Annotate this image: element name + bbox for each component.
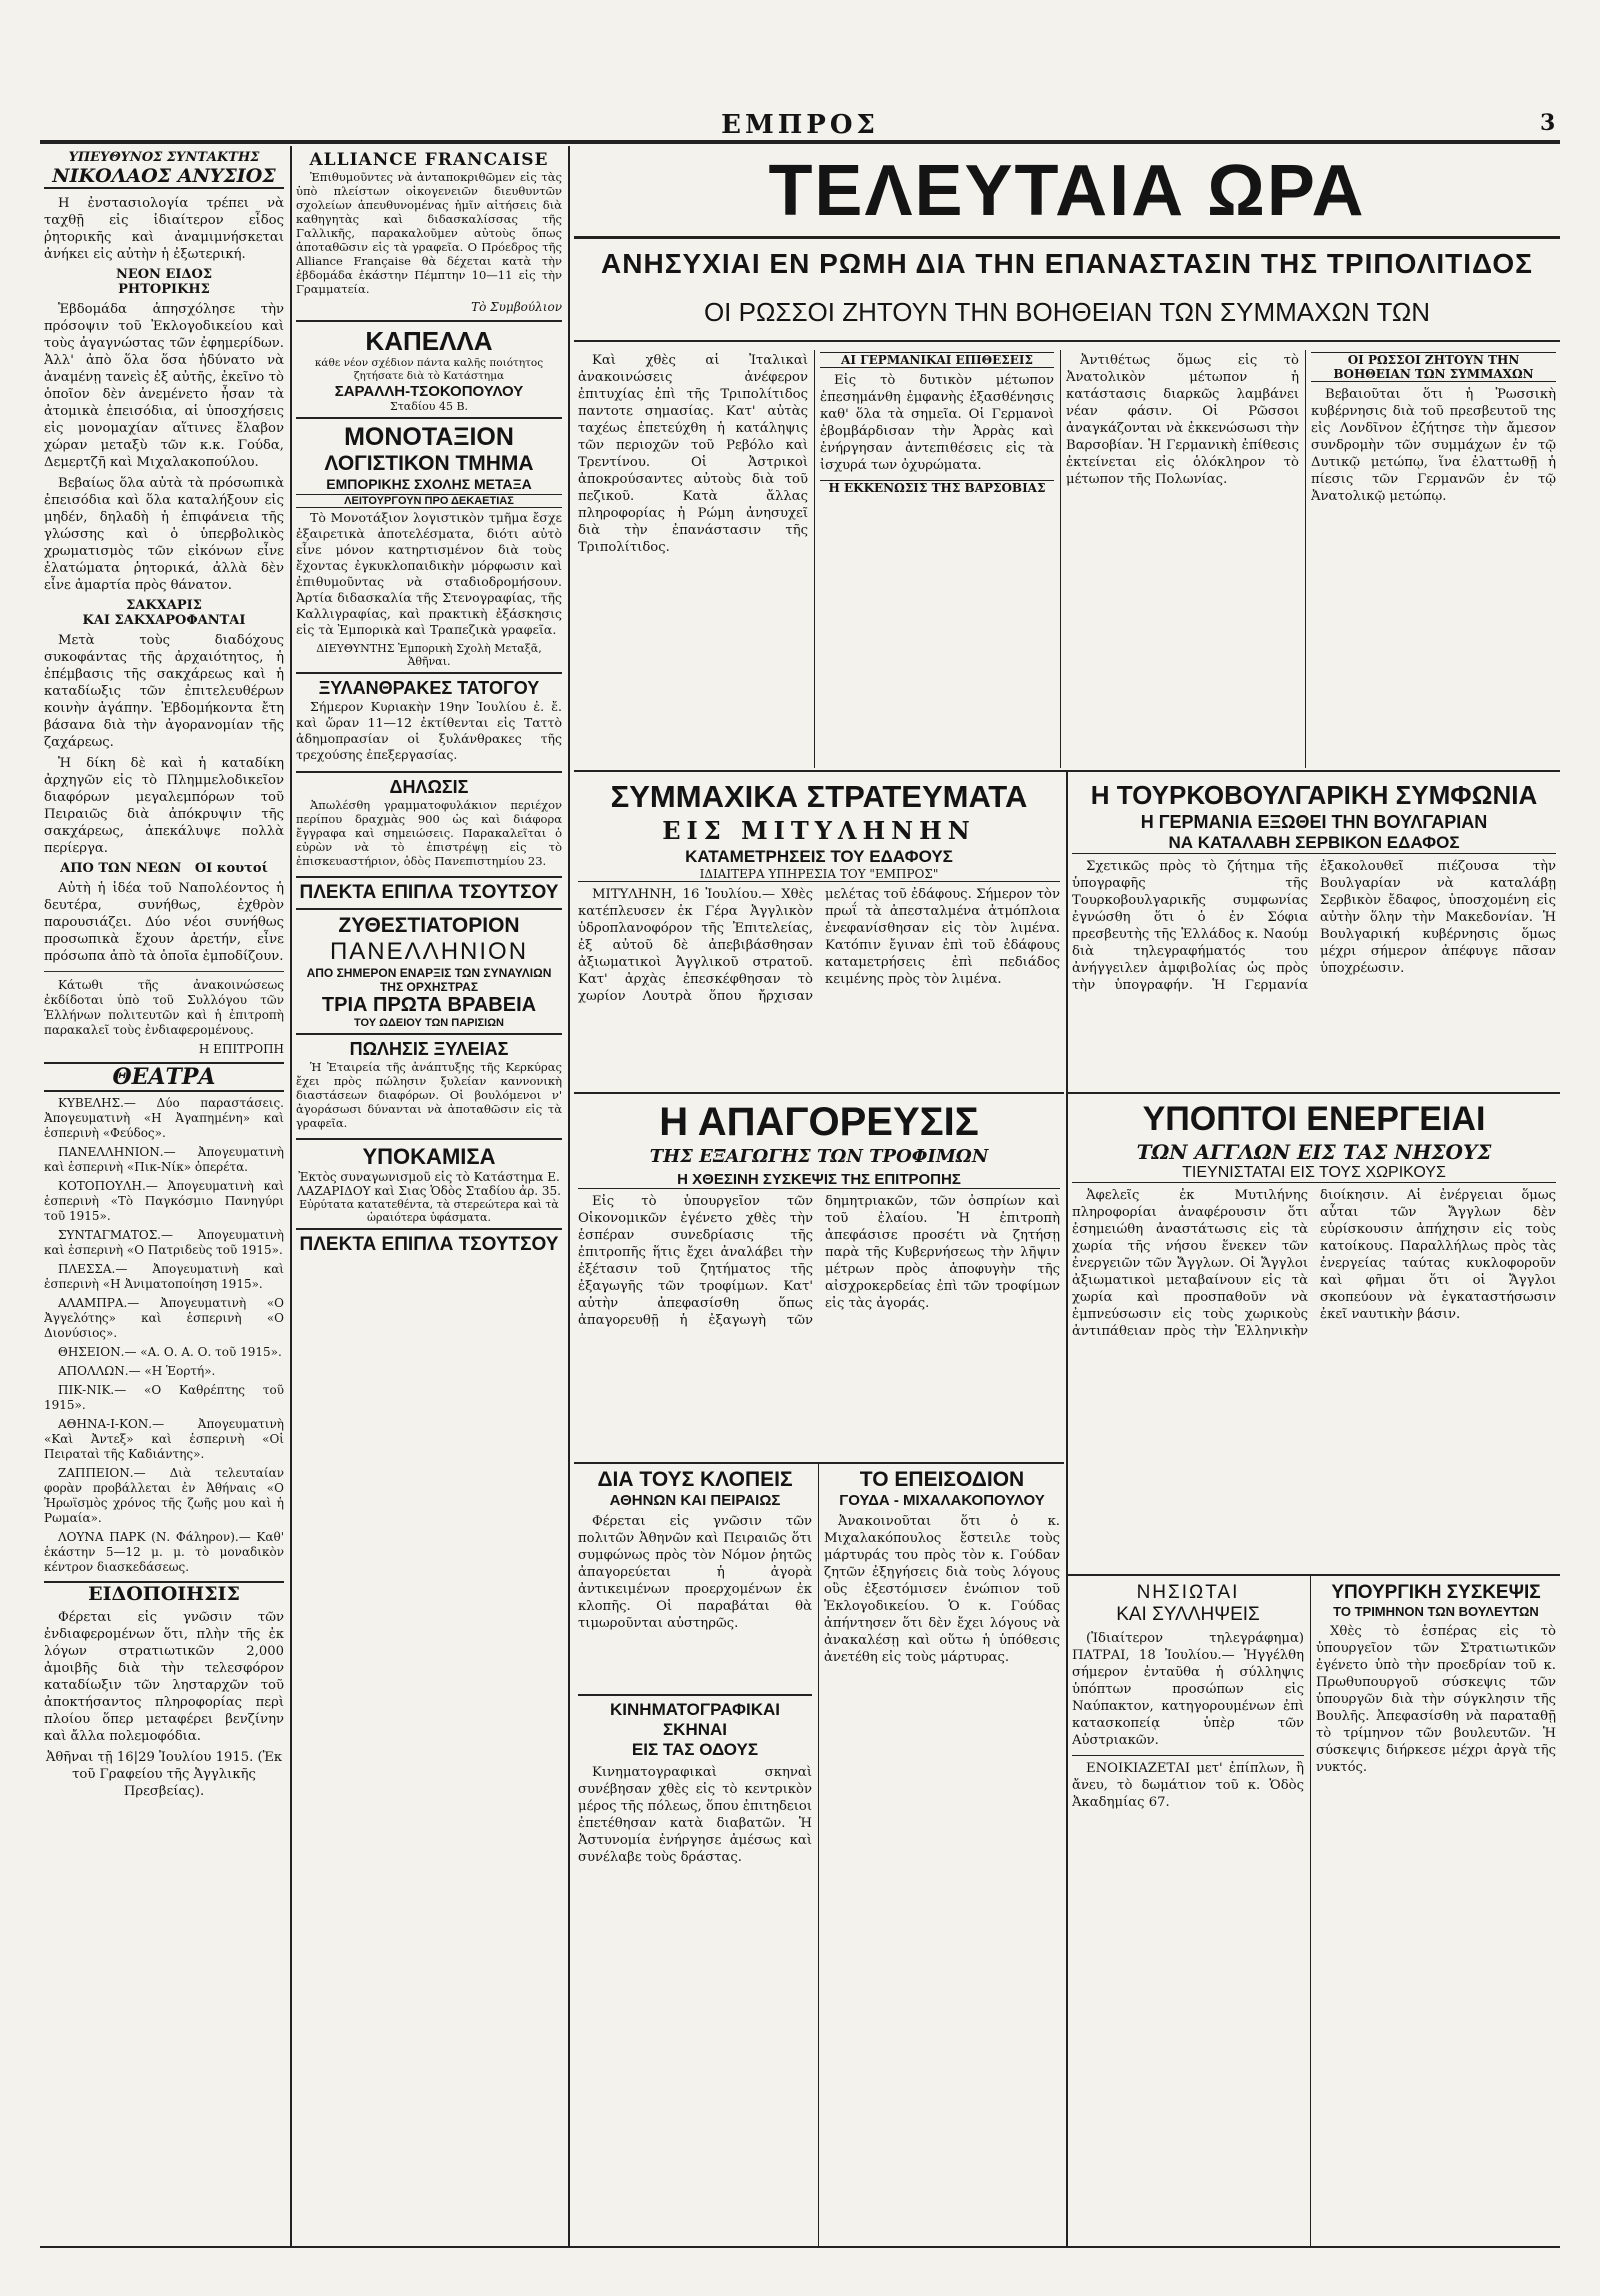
- bottom-rule: [40, 2246, 1560, 2248]
- apagorefsis-sub: ΤΗΣ ΕΞΑΓΩΓΗΣ ΤΩΝ ΤΡΟΦΙΜΩΝ: [649, 1146, 989, 1167]
- kinimatografoi-sub: ΕΙΣ ΤΑΣ ΟΔΟΥΣ: [631, 1740, 759, 1759]
- logistiko-signature: ΔΙΕΥΘΥΝΤΗΣ Ἐμπορικὴ Σχολὴ Μεταξᾶ, Ἀθῆναι.: [316, 642, 542, 668]
- left-column: [44, 150, 284, 2246]
- syskepsis-title: ΥΠΟΥΡΓΙΚΗ ΣΥΣΚΕΨΙΣ: [1331, 1582, 1541, 1603]
- top-rule-3: [1305, 350, 1306, 768]
- headline-sub1: ΑΝΗΣΥΧΙΑΙ ΕΝ ΡΩΜΗ ΔΙΑ ΤΗΝ ΕΠΑΝΑΣΤΑΣΙΝ ΤΗΣ ΤΡΙΠΟΛΙΤΙΔΟΣ: [601, 248, 1533, 279]
- epeisodion-article: [824, 1468, 1060, 2246]
- ypoptoi-sub2: ΤΙΕΥΝΙΣΤΑΤΑΙ ΕΙΣ ΤΟΥΣ ΧΩΡΙΚΟΥΣ: [1072, 1164, 1556, 1183]
- ypoptoi-article: [1072, 1098, 1556, 1568]
- allies-title: ΟΙ ΡΩΣΣΟΙ ΖΗΤΟΥΝ ΤΗΝ ΒΟΗΘΕΙΑΝ ΤΩΝ ΣΥΜΜΑΧΩΝ: [1311, 352, 1556, 382]
- mytilini-text: ΜΙΤΥΛΗΝΗ, 16 Ἰουλίου.— Χθὲς κατέπλευσεν ἐκ Γέρα Ἀγγλικὸν ὑδροπλανοφόρον τῆς Ἐπιτελείας, ἐξ αὐτοῦ δὲ ἀπεβιβάσθησαν ἀξιωματικοὶ Ἀγγλικοῦ στρατοῦ. Κατ' ἀρχὰς ἐπεσκέφθησαν τὸ χωρίον Λουτρὰ ὅπου ἤρχισαν μελέτας τοῦ ἐδάφους. Σήμερον τὸν πρωΐ τὰ ἀπεσταλμένα ἀτμόπλοια ἐνεφανίσθησαν εἰς τὸν λιμένα. Κατόπιν ἔγιναν ἐπὶ τοῦ ἐδάφους καταμετρήσεις ἐπὶ πεδιάδος κειμένης πρὸς τὸν λιμένα.: [578, 887, 1060, 1004]
- lower-right-rule: [1068, 1574, 1560, 1576]
- bulgaria-article: [1072, 778, 1556, 1088]
- ad-logistiko: [296, 417, 562, 672]
- top-rule-2: [1060, 350, 1061, 768]
- allies-article: [1311, 352, 1556, 766]
- panellinion-line-5: ΤΟΥ ΩΔΕΙΟΥ ΤΩΝ ΠΑΡΙΣΙΩΝ: [354, 1017, 504, 1029]
- panellinion-line-3: ΑΠΟ ΣΗΜΕΡΟΝ ΕΝΑΡΞΙΣ ΤΩΝ ΣΥΝΑΥΛΙΩΝ ΤΗΣ ΟΡΧΗΣΤΡΑΣ: [306, 966, 552, 994]
- apagorefsis-article: [578, 1098, 1060, 1458]
- kinimatografoi-text: Κινηματογραφικαὶ σκηναὶ συνέβησαν χθὲς εἰς τὸ κεντρικὸν μέρος τῆς πόλεως, ὅπου ἐπιτηδειοι ἐπετέθησαν κατὰ διαβατῶν. Ἡ Ἀστυνομία ἐνήργησε ἀμέσως καὶ συνέλαβε τοὺς δράστας.: [578, 1765, 812, 1865]
- theatre-listing: ΠΑΝΕΛΛΗΝΙΟΝ.— Ἀπογευματινὴ καὶ ἑσπερινὴ «Πικ-Νίκ» ὀπερέτα.: [44, 1145, 284, 1174]
- poliseis-title: ΠΩΛΗΣΙΣ ΞΥΛΕΙΑΣ: [349, 1039, 509, 1059]
- theatre-listing: ΠΙΚ-ΝΙΚ.— «Ο Καθρέπτης τοῦ 1915».: [44, 1383, 284, 1412]
- eidopoiisis-title: ΕΙΔΟΠΟΙΗΣΙΣ: [44, 1581, 284, 1605]
- bulgaria-title: Η ΤΟΥΡΚΟΒΟΥΛΓΑΡΙΚΗ ΣΥΜΦΩΝΙΑ: [1090, 780, 1538, 810]
- diatous-title: ΔΙΑ ΤΟΥΣ ΚΛΟΠΕΙΣ: [597, 1468, 793, 1491]
- section-apo-neon: ΑΠΟ ΤΩΝ ΝΕΩΝ ΟΙ κουτοί: [60, 861, 268, 876]
- logistiko-text: Τὸ Μονοτάξιον λογιστικὸν τμῆμα ἔσχε ἐξαιρετικὰ ἀποτελέσματα, διότι αὐτὸ εἶνε μόνον κατηρτισμένον διὰ τοὺς ἔχοντας ἐγκυκλοπαιδικὴν μόρφωσιν καὶ ἐπιθυμοῦντας νὰ σταδιοδρομήσουν. Ἀρτία διδασκαλία τῆς Στενογραφίας, τῆς Καλλιγραφίας, καὶ πρακτικὴ ἐξάσκησις εἰς τὰ Ἐμπορικὰ καὶ Τραπεζικὰ γραφεῖα.: [296, 510, 562, 637]
- kapella-shop: ΣΑΡΑΛΛΗ-ΤΣΟΚΟΠΟΥΛΟΥ: [334, 383, 524, 400]
- top-rule-1: [814, 350, 815, 768]
- theatre-listing: ΖΑΠΠΕΙΟΝ.— Διὰ τελευταίαν φορὰν προβάλλεται ἐν Ἀθήναις «Ο Ἠρωϊσμὸς χρόνος τῆς ζωῆς μου καὶ ἡ Ρωμαία».: [44, 1466, 284, 1525]
- ad-dilosis: [296, 771, 562, 876]
- theatre-listing: ΠΛΕΣΣΑ.— Ἀπογευματινὴ καὶ ἑσπερινὴ «Η Ἀνιματοποίηση 1915».: [44, 1262, 284, 1291]
- apagorefsis-title: Η ΑΠΑΓΟΡΕΥΣΙΣ: [659, 1100, 979, 1144]
- logistiko-line-3: ΕΜΠΟΡΙΚΗΣ ΣΧΟΛΗΣ ΜΕΤΑΞΑ: [326, 476, 532, 492]
- body-text-1: Ἑβδομάδα ἀπησχόλησε τὴν πρόσοψιν τοῦ Ἐκλογοδικείου καὶ τοὺς ἀγαγνώστας τῶν ἐφημερίδων. Ἀλλ' ἀπὸ ὅλα ὅσα ἠδύνατο νὰ ἀναμένῃ τανεὶς ἐξ αὐτῆς, ἐκεῖνο τὸ ὁποῖον δὲν ἀνεμένετο ἦσαν τὰ ἀτομικὰ ἐπεισόδια, αἱ ὑποσχήσεις εἰς μονομαχίαν αἵτινες ἔλαβον χώραν μεταξὺ τῶν κ.κ. Γούδα, Δεμερτζῆ καὶ Μιχαλακοπούλου.: [44, 302, 284, 470]
- nisiotes-text: (Ἰδιαίτερον τηλεγράφημα) ΠΑΤΡΑΙ, 18 Ἰουλίου.— Ἠγγέλθη σήμερον ἐνταῦθα ἡ σύλληψις ὑπόπτων προσώπων εἰς Ναύπακτον, κατηγορουμένων ἐπὶ κατασκοπείᾳ ὑπὲρ τῶν Αὐστριακῶν.: [1072, 1631, 1304, 1748]
- theatre-listing: ΣΥΝΤΑΓΜΑΤΟΣ.— Ἀπογευματινὴ καὶ ἑσπερινὴ «Ο Πατριδεὺς τοῦ 1915».: [44, 1228, 284, 1257]
- nisiotes-title: ΝΗΣΙΩΤΑΙ: [1136, 1582, 1240, 1603]
- alliance-text: Ἐπιθυμοῦντες νὰ ἀνταποκριθῶμεν εἰς τὰς ὑπὸ πλείστων οἰκογενειῶν διευθυντῶν σχολείων ἀπευθυνομένας ἡμῖν αἰτήσεις διὰ καθηγητὰς καὶ διδασκαλίσσας τῆς Γαλλικῆς, παρακαλοῦμεν αὐτοὺς ὅπως ἀποταθῶσιν εἰς τὰ γραφεῖα. Ο Πρόεδρος τῆς Alliance Française θὰ δέχεται κατὰ τὴν ἑβδομάδα ἐκάστην Πέμπτην 10—11 εἰς τὴν Γραμματεία.: [296, 170, 562, 296]
- poliseis-text: Ἡ Ἐταιρεία τῆς ἀνάπτυξης τῆς Κερκύρας ἔχει πρὸς πώλησιν ξυλείαν καννονικὴ διαστάσεων διαφόρων. Οἱ βουλόμενοι ν' ἀγοράσωσι δύνανται νὰ ἀποταθῶσιν εἰς τὰ γραφεῖα.: [296, 1060, 562, 1130]
- ypoptoi-text: Ἀφελεῖς ἐκ Μυτιλήνης πληροφορίαι ἀναφέρουσιν ὅτι ἐσημειώθη ἀναστάτωσις εἰς τὰ χωρία τῆς νήσου ἕνεκεν τῶν ἐνεργειῶν τῶν Ἄγγλων. Οἱ Ἄγγλοι ἀξιωματικοὶ μεταβαίνουν εἰς τὰ χωρία καὶ προσπαθοῦν νὰ ἐμπνεύσωσιν εἰς τοὺς χωρικοὺς ἀντιπάθειαν πρὸς τὴν Ἑλληνικὴν διοίκησιν. Αἱ ἐνέργειαι ὅμως αὗται τῶν Ἄγγλων δὲν εὑρίσκουσιν ἀπήχησιν εἰς τοὺς κατοίκους. Παραλλήλως πρὸς τὰς ἐνεργείας ταύτας κυκλοφοροῦν καὶ φῆμαι ὅτι οἱ Ἄγγλοι σκοπεύουν νὰ ἐγκαταστήσωσιν ἐκεῖ ναυτικὴν βάσιν.: [1072, 1188, 1556, 1339]
- col-rule-1: [290, 146, 292, 2246]
- epeisodion-sub: ΓΟΥΔΑ - ΜΙΧΑΛΑΚΟΠΟΥΛΟΥ: [839, 1492, 1045, 1509]
- ypoptoi-sub: ΤΩΝ ΑΓΓΛΩΝ ΕΙΣ ΤΑΣ ΝΗΣΟΥΣ: [1136, 1140, 1492, 1164]
- bulgaria-body: [1072, 858, 1556, 994]
- mytilini-body: [578, 886, 1060, 1005]
- theatre-listing: ΑΘΗΝΑ-Ι-ΚΟΝ.— Ἀπογευματινὴ «Καὶ Ἀντεξ» καὶ ἑσπερινὴ «Οἱ Πειραταὶ τῆς Καδιάντης».: [44, 1417, 284, 1461]
- masthead-rule: [40, 140, 1560, 144]
- col-rule-2: [568, 146, 570, 2246]
- ypokamisa-sub: Εὐρύτατα κατατεθέντα, τὰ στερεώτερα καὶ τὰ ὡραιότερα ὑφάσματα.: [299, 1198, 559, 1224]
- allies-text: Βεβαιοῦται ὅτι ἡ Ῥωσσικὴ κυβέρνησις διὰ τοῦ πρεσβευτοῦ της εἰς Λονδῖνον ἐζήτησε τὴν ἄμεσον συνδρομὴν τῶν συμμάχων ἐν τῷ Δυτικῷ μετώπῳ, ἵνα ἐλαττωθῇ ἡ πίεσις τῶν Γερμανῶν ἐν τῷ Ἀνατολικῷ μετώπῳ.: [1311, 387, 1556, 504]
- theatra-title: ΘΕΑΤΡΑ: [44, 1062, 284, 1092]
- logistiko-line-2: ΛΟΓΙΣΤΙΚΟΝ ΤΜΗΜΑ: [324, 452, 534, 475]
- syskepsis-text: Χθὲς τὸ ἑσπέρας εἰς τὸ ὑπουργεῖον τῶν Στρατιωτικῶν ἐγένετο ὑπὸ τὴν προεδρίαν τοῦ κ. Πρωθυπουργοῦ σύσκεψις τῶν ὑπουργῶν διὰ τὴν σύγκλησιν τῆς Βουλῆς. Ἀπεφασίσθη νὰ παραταθῇ τὸ τρίμηνον τῶν βουλευτῶν. Ἡ σύσκεψις διήρκεσε μέχρι ἀργὰ τῆς νυκτός.: [1316, 1624, 1556, 1775]
- ad-poliseis: [296, 1033, 562, 1138]
- masthead-title: ΕΜΠΡΟΣ: [721, 110, 879, 140]
- ad-tatto: [296, 672, 562, 771]
- mytilini-title2: ΕΙΣ ΜΙΤΥΛΗΝΗΝ: [662, 816, 976, 845]
- body-text-5: Αὐτὴ ἡ ἰδέα τοῦ Ναπολέοντος ἡ δευτέρα, συνήθως, ἐχθρὸν παρουσιάζει. Δύο νέοι συνήθως προσωπικὰ ἔχουν ἀρετήν, εἶνε πρόσωπα ἀπὸ τὰ ὁποῖα ἐμποδίζουν.: [44, 881, 284, 964]
- warsaw-article: [1066, 352, 1299, 766]
- lower-center-col-rule: [818, 1464, 819, 2246]
- kapella-addr: Σταδίου 45 Β.: [389, 400, 469, 413]
- nisiotes-sub: ΚΑΙ ΣΥΛΛΗΨΕΙΣ: [1116, 1604, 1260, 1625]
- lower-center-rule: [574, 1462, 1064, 1464]
- ad-ypokamisa: [296, 1138, 562, 1228]
- ypoptoi-title: ΥΠΟΠΤΟΙ ΕΝΕΡΓΕΙΑΙ: [1142, 1100, 1486, 1138]
- eidopoiisis-signature: Ἀθῆναι τῇ 16|29 Ἰουλίου 1915. (Ἐκ τοῦ Γραφείου τῆς Ἀγγλικῆς Πρεσβείας).: [45, 1750, 283, 1799]
- rome-text: Καὶ χθὲς αἱ Ἰταλικαὶ ἀνακοινώσεις ἀνέφερον ἐπιτυχίας ἐπὶ τῆς Τριπολίτιδος παντοτε σημασίας. Κατ' αὐτὰς ταχέως ἐπετεύχθη ἡ κατάληψις τῶν περιοχῶν τοῦ Ρεβόλο καὶ Τρεντίνου. Οἱ Ἀστρικοὶ ἀποκρούσαντες αὐτοὺς διὰ τοῦ πεζικοῦ. Κατὰ ἄλλας πληροφορίας ἡ Ρώμη ἀνησυχεῖ διὰ τὴν ἐπανάστασιν τῆς Τριπολίτιδος.: [578, 353, 808, 555]
- theatre-listing: ΘΗΣΕΙΟΝ.— «Α. Ο. Α. Ο. τοῦ 1915».: [58, 1345, 282, 1359]
- kinimatografoi-title: ΚΙΝΗΜΑΤΟΓΡΑΦΙΚΑΙ ΣΚΗΝΑΙ: [578, 1694, 812, 1740]
- diatous-sub: ΑΘΗΝΩΝ ΚΑΙ ΠΕΙΡΑΙΩΣ: [609, 1492, 781, 1509]
- ypoptoi-body: [1072, 1187, 1556, 1340]
- headline-block: [574, 150, 1560, 360]
- ypokamisa-text: Ἐκτὸς συναγωνισμοῦ εἰς τὸ Κατάστημα Ε. ΛΑΖΑΡΙΔΟΥ καὶ Σιας Ὁδὸς Σταδίου ἀρ. 35.: [297, 1170, 561, 1198]
- warsaw-text: Ἀντιθέτως ὅμως εἰς τὸ Ἀνατολικὸν μέτωπον ἡ κατάστασις διαρκῶς λαμβάνει νέαν φάσιν. Οἱ Ρῶσσοι ἀναγκάζονται νὰ ἐκκενώσωσι τὴν Βαρσοβίαν. Ἡ Γερμανικὴ ἐπίθεσις ἐκτείνεται εἰς ὁλόκληρον τὸ μέτωπον τῆς Πολωνίας.: [1066, 353, 1299, 487]
- alliance-title: ALLIANCE FRANCAISE: [309, 150, 549, 170]
- eidopoiisis-text: Φέρεται εἰς γνῶσιν τῶν ἐνδιαφερομένων ὅτι, πλὴν τῆς ἐκ λόγων στρατιωτικῶν 2,000 ἀμοιβῆς διὰ τὴν τελεσφόρον καταδίωξιν τῶν λησταρχῶν τοῦ ἀποκτήσαντος πληροφορίας περὶ πλοίου ὅπερ μεταφέρει βενζίνην καὶ ἄλλα πολεμοφόδια.: [44, 1610, 284, 1744]
- ypokamisa-title: ΥΠΟΚΑΜΙΣΑ: [362, 1144, 496, 1169]
- germans-title: ΑΙ ΓΕΡΜΑΝΙΚΑΙ ΕΠΙΘΕΣΕΙΣ: [820, 352, 1054, 368]
- syskepsis-article: [1316, 1582, 1556, 2246]
- apagorefsis-text: Εἰς τὸ ὑπουργεῖον τῶν Οἰκονομικῶν ἐγένετο χθὲς τὴν ἑσπέραν συνεδρίασις τῆς ἐπιτροπῆς ἥτις ἔχει ἀναλάβει τὴν ἐξέτασιν τοῦ ζητήματος τῆς ἐξαγωγῆς τῶν τροφίμων. Κατ' αὐτὴν ἀπεφασίσθη ὅπως ἀπαγορευθῇ ἡ ἐξαγωγὴ τῶν δημητριακῶν, τῶν ὀσπρίων καὶ τοῦ ἐλαίου. Ἡ ἐπιτροπὴ ἀπεφάσισε προσέτι νὰ ζητήσῃ παρὰ τῆς Κυβερνήσεως τὴν λῆψιν μέτρων πρὸς ἀποφυγὴν τῆς αἰσχροκερδείας ἐπὶ τῶν τροφίμων εἰς τὰς ἀγοράς.: [578, 1194, 1060, 1328]
- tsoutsou-2-title: ΠΛΕΚΤΑ ΕΠΙΠΛΑ ΤΣΟΥΤΣΟΥ: [299, 1234, 559, 1255]
- panellinion-line-4: ΤΡΙΑ ΠΡΩΤΑ ΒΡΑΒΕΙΑ: [321, 994, 537, 1016]
- nisiotes-notice: ΕΝΟΙΚΙΑΖΕΤΑΙ μετ' ἐπίπλων, ἢ ἄνευ, τὸ δωμάτιον τοῦ κ. Ὁδὸς Ἀκαδημίας 67.: [1072, 1755, 1304, 1811]
- theatre-listing: ΚΟΤΟΠΟΥΛΗ.— Ἀπογευματινὴ καὶ ἑσπερινὴ «Τὸ Παγκόσμιο Πανηγύρι τοῦ 1915».: [44, 1179, 284, 1223]
- ad-tsoutsou-1: [296, 876, 562, 908]
- notice-text: Κάτωθι τῆς ἀνακοινώσεως ἐκδίδοται ὑπὸ τοῦ Συλλόγου τῶν Ἑλλήνων πολιτευτῶν καὶ ἡ ἐπιτροπὴ παρακαλεῖ τοὺς ἐνδιαφερομένους.: [44, 978, 284, 1037]
- warsaw-title: Η ΕΚΚΕΝΩΣΙΣ ΤΗΣ ΒΑΡΣΟΒΙΑΣ: [820, 480, 1054, 495]
- nisiotes-article: [1072, 1582, 1304, 2246]
- headline-sub2: ΟΙ ΡΩΣΣΟΙ ΖΗΤΟΥΝ ΤΗΝ ΒΟΗΘΕΙΑΝ ΤΩΝ ΣΥΜΜΑΧΩΝ ΤΩΝ: [703, 297, 1431, 327]
- theatra-list: [44, 1096, 284, 1575]
- mytilini-sub: ΚΑΤΑΜΕΤΡΗΣΕΙΣ ΤΟΥ ΕΔΑΦΟΥΣ: [685, 847, 953, 866]
- editor-role: ΥΠΕΥΘΥΝΟΣ ΣΥΝΤΑΚΤΗΣ: [68, 150, 260, 165]
- ad-kapella: [296, 320, 562, 417]
- theatre-listing: ΛΟΥΝΑ ΠΑΡΚ (Ν. Φάληρον).— Καθ' ἑκάστην 5—12 μ. μ. τὸ μοναδικὸν κέντρον διασκεδάσεως.: [44, 1530, 284, 1574]
- theatre-listing: ΑΠΟΛΛΩΝ.— «Η Ἑορτή».: [58, 1364, 216, 1378]
- panellinion-line-1: ΖΥΘΕΣΤΙΑΤΟΡΙΟΝ: [338, 914, 520, 937]
- ad-tsoutsou-2: [296, 1228, 562, 1260]
- epitropi-signature: Η ΕΠΙΤΡΟΠΗ: [198, 1042, 284, 1056]
- dilosis-text: Ἀπωλέσθη γραμματοφυλάκιον περιέχον περίπου δραχμὰς 900 ὡς καὶ διάφορα ἔγγραφα καὶ σημειώσεις. Παρακαλεῖται ὁ εὑρὼν νὰ τὸ ἐπιστρέψῃ εἰς τὸ ἐπισκευαστήριον, ὁδὸς Πανεπιστημίου 23.: [296, 798, 562, 868]
- germans-text: Εἰς τὸ δυτικὸν μέτωπον ἐπεσημάνθη ἐμφανὴς ἐξασθένησις καθ' ὅλα τὰ σημεῖα. Οἱ Γερμανοὶ ἐβομβάρδισαν τὴν Ἀρρὰς καὶ ἐνήργησαν ἀντεπιθέσεις εἰς τὰ ἰσχυρά των ὀχυρώματα.: [820, 373, 1054, 473]
- diatous-article: [578, 1468, 812, 1688]
- body-text-4: Ἡ δίκη δὲ καὶ ἡ καταδίκη ἀρχηγῶν εἰς τὸ Πλημμελοδικεῖον διαφόρων μεγαλεμπόρων τοῦ Πειραιῶς διὰ ἀπόκρυψιν τῆς σακχάρεως, ἀπεκάλυψε πολλὰ περίεργα.: [44, 756, 284, 856]
- rome-article: [578, 352, 808, 766]
- editor-name: ΝΙΚΟΛΑΟΣ ΑΝΥΣΙΟΣ: [44, 165, 284, 189]
- bulgaria-sub2: ΝΑ ΚΑΤΑΛΑΒΗ ΣΕΡΒΙΚΟΝ ΕΔΑΦΟΣ: [1072, 833, 1556, 854]
- dilosis-title: ΔΗΛΩΣΙΣ: [389, 777, 469, 797]
- theatre-listing: ΑΛΑΜΠΡΑ.— Ἀπογευματινὴ «Ο Ἀγγελότης» καὶ ἑσπερινὴ «Ο Διονύσιος».: [44, 1296, 284, 1340]
- kapella-title: ΚΑΠΕΛΛΑ: [365, 326, 493, 356]
- mytilini-service: ΙΔΙΑΙΤΕΡΑ ΥΠΗΡΕΣΙΑ ΤΟΥ "ΕΜΠΡΟΣ": [578, 867, 1060, 882]
- mytilini-title: ΣΥΜΜΑΧΙΚΑ ΣΤΡΑΤΕΥΜΑΤΑ: [610, 779, 1028, 814]
- tsoutsou-1-title: ΠΛΕΚΤΑ ΕΠΙΠΛΑ ΤΣΟΥΤΣΟΥ: [299, 882, 559, 903]
- germans-article: [820, 352, 1054, 766]
- ad-panellinion: [296, 908, 562, 1033]
- alliance-signature: Τὸ Συμβούλιον: [471, 300, 562, 314]
- body-text-2: Βεβαίως ὅλα αὐτὰ τὰ πρόσωπικὰ ἐπεισόδια καὶ ὅλα καταλήξουν εἰς μηδέν, δηλαδὴ ἡ ἐπιφάνεια τῆς γλώσσης καὶ ὁ ὑπερβολικὸς χρωματισμὸς τῶν εἰκόνων εἶνε ἐλατώματα ῥητορικά, ἀλλὰ δὲν εἶνε ἁμαρτία πρὸς θάνατον.: [44, 476, 284, 593]
- epeisodion-text: Ἀνακοινοῦται ὅτι ὁ κ. Μιχαλακόπουλος ἔστειλε τοὺς μάρτυράς του πρὸς τὸν κ. Γούδαν ζητῶν ἐξηγήσεις διὰ τοὺς λόγους οὓς ἐξεστόμισεν ἐνώπιον τοῦ Ἐκλογοδικείου. Ὁ κ. Γούδας ἀπήντησεν ὅτι δὲν ἔχει λόγους νὰ ἀνακαλέσῃ καὶ οὕτω ἡ ὑπόθεσις ἀνετέθη εἰς τοὺς μάρτυρας.: [824, 1514, 1060, 1665]
- kinimatografoi-article: [578, 1694, 812, 2246]
- bulgaria-text: Σχετικῶς πρὸς τὸ ζήτημα τῆς ὑπογραφῆς τῆς Τουρκοβουλγαρικῆς συμφωνίας ἐγνώσθη ὅτι ὁ ἐν Σόφια πρεσβευτὴς τῆς Ἑλλάδος κ. Ναούμ διὰ τηλεγραφήματός του ἀνήγγειλεν ἀμφιβολίας ὡς πρὸς τὴν ὑπογραφήν. Ἡ Γερμανία ἐξακολουθεῖ πιέζουσα τὴν Βουλγαρίαν νὰ καταλάβῃ Σερβικὸν ἔδαφος, ὑποσχομένη εἰς αὐτὴν ὅλην τὴν Μακεδονίαν. Ἡ Βουλγαρική κυβέρνησις ὅμως μέχρι σήμερον ἀπέφυγε πᾶσαν ὑποχρέωσιν.: [1072, 859, 1556, 993]
- panellinion-line-2: ΠΑΝΕΛΛΗΝΙΟΝ: [329, 938, 529, 965]
- headline-main: ΤΕΛΕΥΤΑΙΑ ΩΡΑ: [768, 151, 1366, 231]
- mid-col-rule: [1066, 772, 1068, 2246]
- tatto-title: ΞΥΛΑΝΘΡΑΚΕΣ ΤΑΤΟΓΟΥ: [318, 678, 540, 698]
- page-number: 3: [1540, 110, 1556, 136]
- ads-column: [296, 150, 562, 2246]
- section-sakcharis: ΣΑΚΧΑΡΙΣ ΚΑΙ ΣΑΚΧΑΡΟΦΑΝΤΑΙ: [82, 598, 246, 628]
- apagorefsis-top-rule: [574, 1092, 1064, 1094]
- section-neon-eidos: ΝΕΟΝ ΕΙΔΟΣ ΡΗΤΟΡΙΚΗΣ: [115, 267, 213, 297]
- kapella-sub: κάθε νέον σχέδιον πάντα καλῆς ποιότητος ζητήσατε διὰ τὸ Κατάστημα: [314, 357, 544, 382]
- theatre-listing: ΚΥΒΕΛΗΣ.— Δύο παραστάσεις. Ἀπογευματινὴ «Η Ἀγαπημένη» καὶ ἑσπερινὴ «Φεύδος».: [44, 1096, 284, 1140]
- apagorefsis-sub2: Η ΧΘΕΣΙΝΗ ΣΥΣΚΕΨΙΣ ΤΗΣ ΕΠΙΤΡΟΠΗΣ: [578, 1171, 1060, 1189]
- body-text-3: Μετὰ τοὺς διαδόχους συκοφάντας τῆς ἀρχαιότητος, ἡ ἐπέμβασις τῆς σακχάρεως καὶ ἡ καταδίωξις τῶν ἐπιτελευθέρων κοινὴν ἀγάπην. Ἐβδομήκοντα ἔτη βάσανα διὰ τὴν ἀγορανομίαν τῆς ζαχάρεως.: [44, 633, 284, 750]
- logistiko-line-1: ΜΟΝΟΤΑΞΙΟΝ: [344, 423, 514, 451]
- ypoptoi-top-rule: [1068, 1092, 1560, 1094]
- mytilini-article: [578, 778, 1060, 1088]
- diatous-text: Φέρεται εἰς γνῶσιν τῶν πολιτῶν Ἀθηνῶν καὶ Πειραιῶς ὅτι συμφώνως πρὸς τὸν Νόμον ῥητῶς ἀπαγορεύεται ἡ ἀγορὰ ἀντικειμένων προερχομένων ἐκ κλοπῆς. Οἱ παραβάται θὰ τιμωροῦνται αὐστηρῶς.: [578, 1514, 812, 1631]
- masthead: [40, 110, 1560, 140]
- tatto-text: Σήμερον Κυριακὴν 19ην Ἰουλίου ἐ. ἔ. καὶ ὥραν 11—12 ἐκτίθενται εἰς Ταττὸ ἀδημοπρασίαν οἱ ξυλάνθρακες τῆς τρεχούσης ἐπεξεργασίας.: [296, 699, 562, 762]
- apagorefsis-body: [578, 1193, 1060, 1329]
- lower-right-col-rule: [1310, 1576, 1311, 2246]
- intro-text: Η ἐνστασιολογία τρέπει νὰ ταχθῇ εἰς ἰδιαίτερον εἶδος ῥητορικῆς καὶ ἀναμιμνήσκεται ἀνήκει εἰς αὐτὴν ἡ ἐξωτερική.: [44, 196, 284, 262]
- bulgaria-sub1: Η ΓΕΡΜΑΝΙΑ ΕΞΩΘΕΙ ΤΗΝ ΒΟΥΛΓΑΡΙΑΝ: [1140, 812, 1488, 832]
- syskepsis-sub: ΤΟ ΤΡΙΜΗΝΟΝ ΤΩΝ ΒΟΥΛΕΥΤΩΝ: [1333, 1604, 1539, 1619]
- logistiko-line-4: ΛΕΙΤΟΥΡΓΟΥΝ ΠΡΟ ΔΕΚΑΕΤΙΑΣ: [296, 494, 562, 508]
- epeisodion-title: ΤΟ ΕΠΕΙΣΟΔΙΟΝ: [859, 1468, 1025, 1491]
